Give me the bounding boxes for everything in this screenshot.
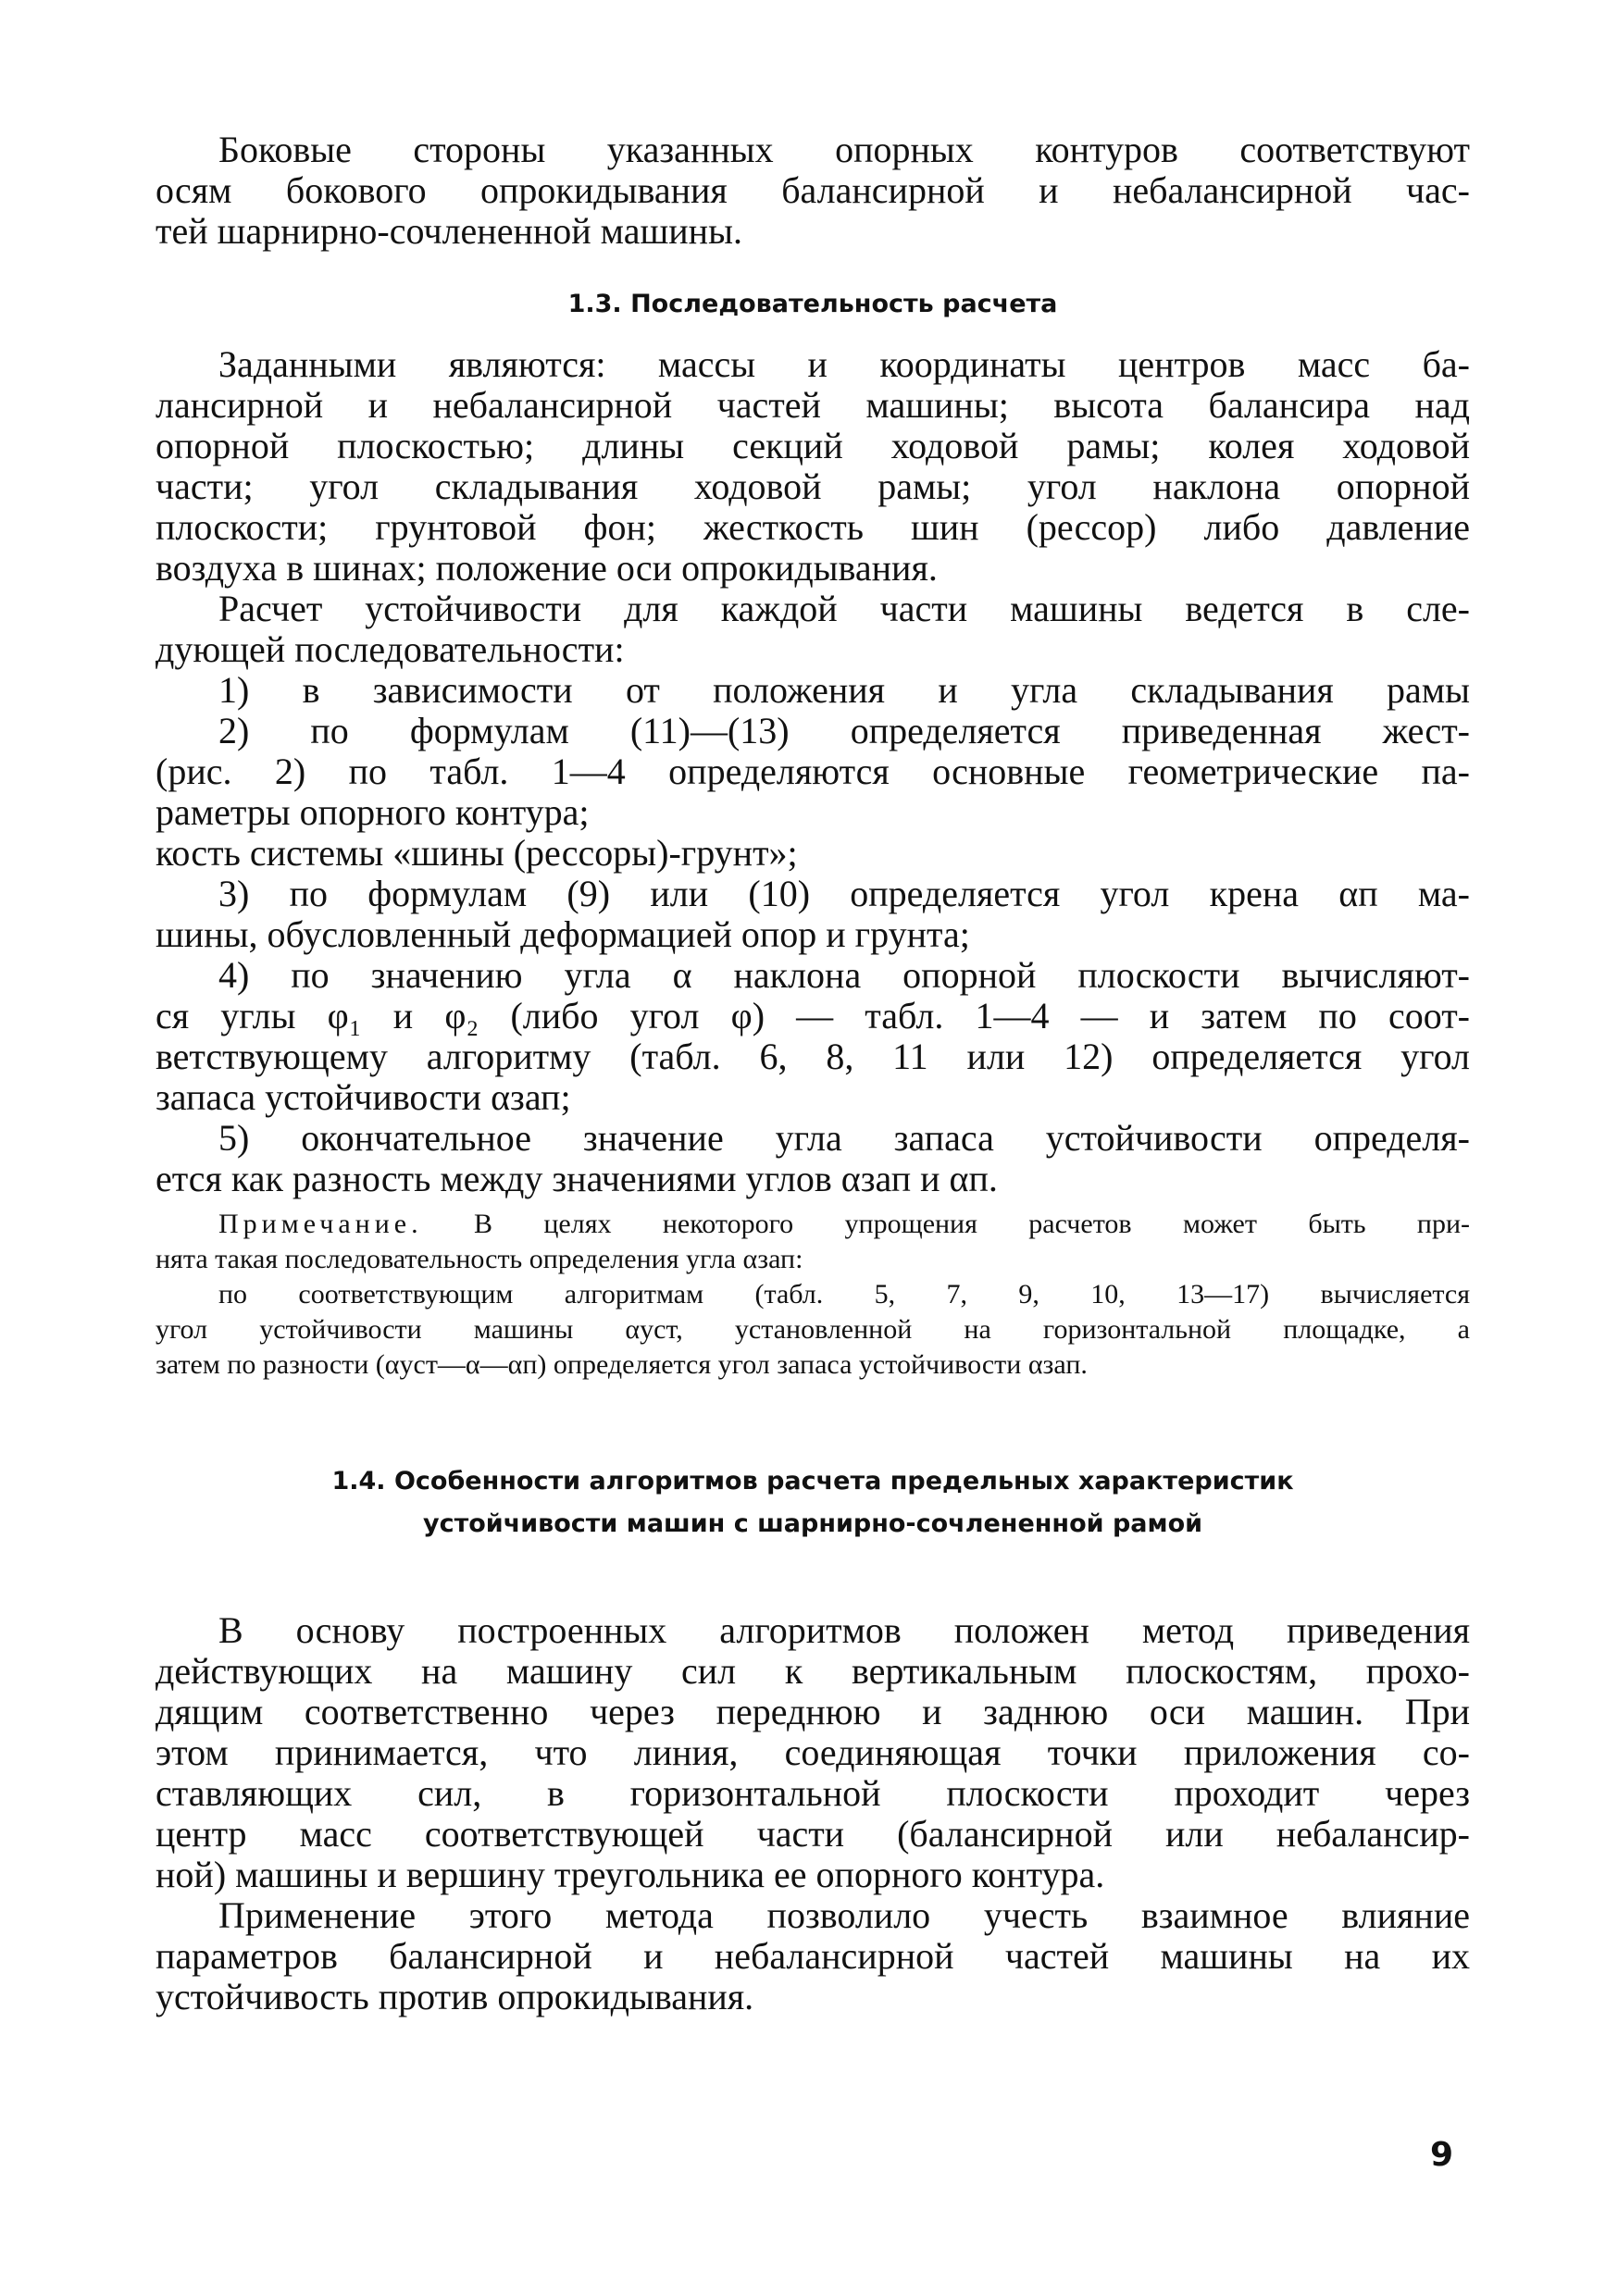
step-4-continued: запаса устойчивости αзап;: [156, 1076, 571, 1118]
step-1: 1) в зависимости от положения и угла складывания рамы: [218, 669, 1470, 711]
paragraph-sequence-intro: [156, 589, 1470, 670]
text-line: этом принимается, что линия, соединяющая точки приложения со-: [156, 1731, 1470, 1773]
page-body: [156, 130, 1470, 2017]
paragraph-given-data: [156, 344, 1470, 589]
step-4: 4) по значению угла α наклона опорной плоскости вычисляют-: [218, 954, 1470, 996]
text-line: плоскости; грунтовой фон; жесткость шин (рессор) либо давление: [156, 506, 1470, 548]
paragraph-application: [156, 1895, 1470, 2017]
note-block: [156, 1207, 1470, 1383]
page-number: 9: [1430, 2136, 1454, 2174]
text-line: дящим соответственно через переднюю и заднюю оси машин. При: [156, 1691, 1470, 1732]
text-line: Применение этого метода позволило учесть взаимное влияние: [218, 1894, 1470, 1936]
step-1-continued: раметры опорного контура;: [156, 791, 590, 833]
steps-list: [156, 670, 1470, 1199]
text-line: тей шарнирно-сочлененной машины.: [156, 210, 742, 252]
step-4-continued: ся углы φ₁ и φ₂ (либо угол φ) — табл. 1—4 — и затем по соот-: [156, 995, 1470, 1036]
note-line: нята такая последовательность определения угла αзап:: [156, 1244, 803, 1274]
step-4-continued: ветствующему алгоритму (табл. 6, 8, 11 или 12) определяется угол: [156, 1036, 1470, 1077]
step-3: 3) по формулам (9) или (10) определяется угол крена αп ма-: [218, 873, 1470, 914]
heading-line: устойчивости машин с шарнирно-сочлененной рамой: [422, 1509, 1203, 1538]
note-line: по соответствующим алгоритмам (табл. 5, 7, 9, 10, 13—17) вычисляется: [218, 1279, 1470, 1309]
text-line: действующих на машину сил к вертикальным плоскостям, прохо-: [156, 1650, 1470, 1692]
text-line: воздуха в шинах; положение оси опрокидывания.: [156, 547, 938, 589]
paragraph-method: [156, 1610, 1470, 1895]
text-line: опорной плоскостью; длины секций ходовой рамы; колея ходовой: [156, 425, 1470, 466]
text-line: ставляющих сил, в горизонтальной плоскости проходит через: [156, 1772, 1470, 1814]
step-2: 2) по формулам (11)—(13) определяется приведенная жест-: [218, 710, 1470, 751]
text-line: устойчивость против опрокидывания.: [156, 1976, 754, 2017]
text-line: части; угол складывания ходовой рамы; угол наклона опорной: [156, 465, 1470, 507]
note-line: угол устойчивости машины αуст, установленной на горизонтальной площадке, а: [156, 1314, 1470, 1345]
section-heading-1-3: 1.3. Последовательность расчета: [567, 290, 1058, 318]
note-label: Примечание.: [218, 1209, 423, 1239]
text-line: Заданными являются: массы и координаты центров масс ба-: [218, 343, 1470, 385]
step-5: 5) окончательное значение угла запаса устойчивости определя-: [218, 1117, 1470, 1159]
section-heading-1-4: [156, 1460, 1470, 1545]
step-1-continued: (рис. 2) по табл. 1—4 определяются основные геометрические па-: [156, 751, 1470, 792]
text-line: осям бокового опрокидывания балансирной и небалансирной час-: [156, 169, 1470, 211]
text-line: ной) машины и вершину треугольника ее опорного контура.: [156, 1854, 1105, 1895]
text-line: дующей последовательности:: [156, 628, 625, 670]
note-line: [156, 1207, 1470, 1242]
text-line: центр масс соответствующей части (балансирной или небалансир-: [156, 1813, 1470, 1855]
intro-paragraph: [156, 130, 1470, 252]
note-text: В целях некоторого упрощения расчетов может быть при-: [473, 1209, 1471, 1239]
step-3-continued: шины, обусловленный деформацией опор и грунта;: [156, 913, 970, 955]
step-2-continued: кость системы «шины (рессоры)-грунт»;: [156, 832, 798, 874]
text-line: В основу построенных алгоритмов положен метод приведения: [218, 1609, 1470, 1651]
text-line: Расчет устойчивости для каждой части машины ведется в сле-: [218, 588, 1470, 629]
step-5-continued: ется как разность между значениями углов αзап и αп.: [156, 1158, 998, 1199]
text-line: Боковые стороны указанных опорных контуров соответствуют: [218, 129, 1470, 170]
text-line: лансирной и небалансирной частей машины; высота балансира над: [156, 384, 1470, 426]
note-line: затем по разности (αуст—α—αп) определяется угол запаса устойчивости αзап.: [156, 1349, 1088, 1380]
heading-line: 1.4. Особенности алгоритмов расчета предельных характеристик: [331, 1467, 1294, 1496]
text-line: параметров балансирной и небалансирной частей машины на их: [156, 1935, 1470, 1977]
